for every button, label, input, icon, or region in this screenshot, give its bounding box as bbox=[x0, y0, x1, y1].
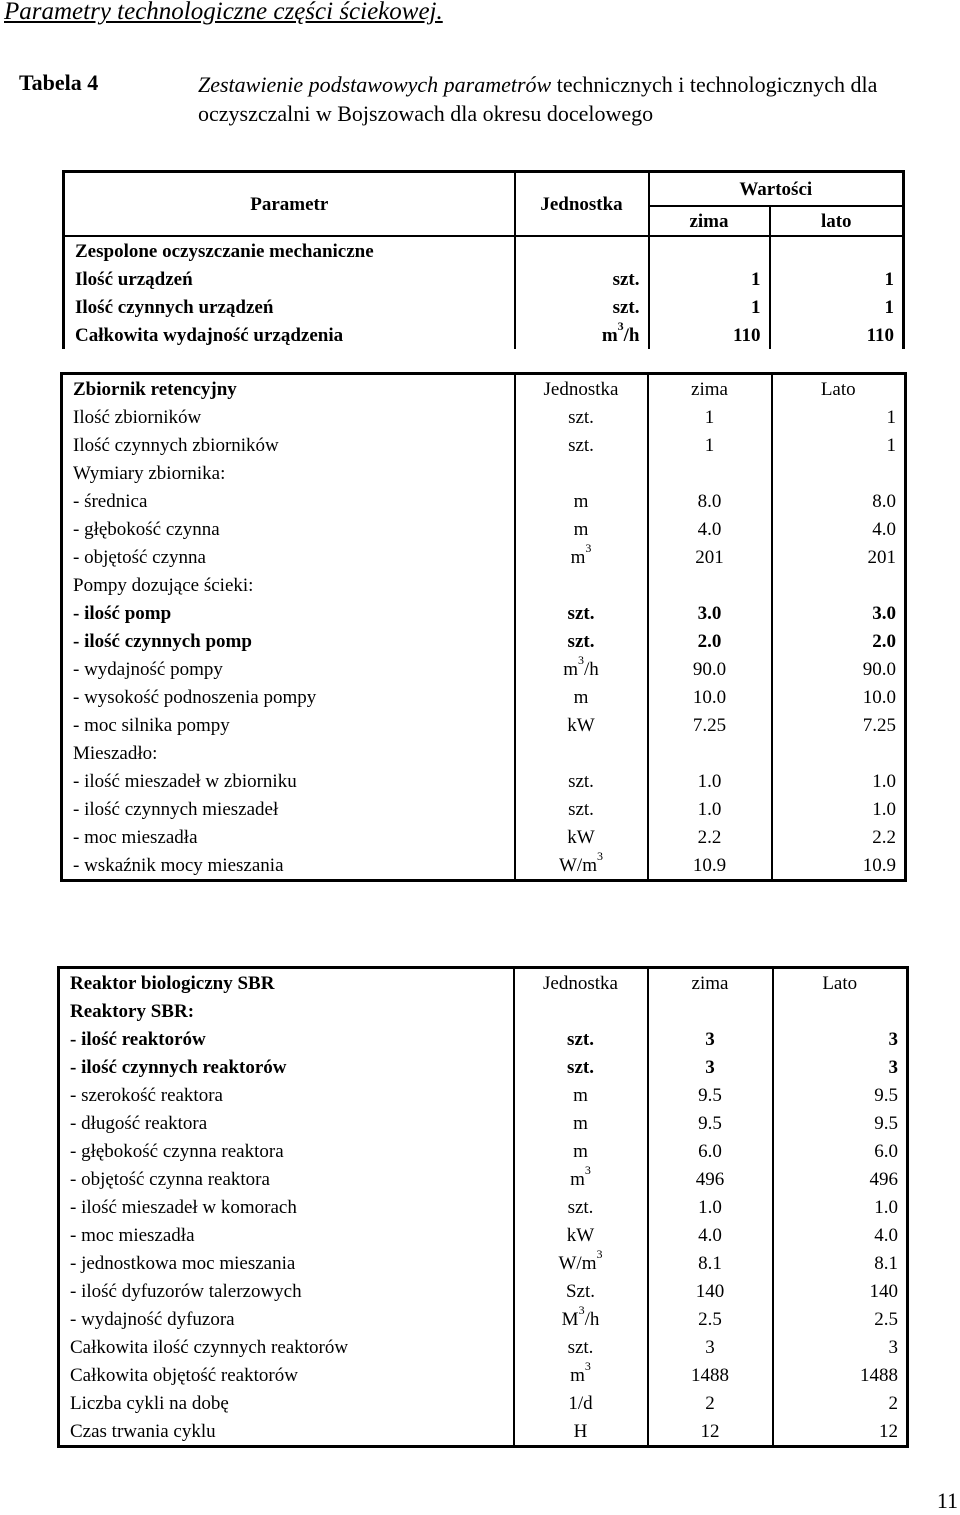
row-zima bbox=[648, 571, 772, 599]
row-lato: 4.0 bbox=[872, 518, 896, 540]
row-unit bbox=[514, 1417, 648, 1447]
row-label: Liczba cykli na dobę bbox=[59, 1389, 514, 1417]
row-lato: 2.2 bbox=[872, 826, 896, 848]
row-unit bbox=[515, 265, 649, 293]
unit-base: m bbox=[601, 324, 618, 346]
table-row bbox=[59, 1305, 908, 1333]
table-row bbox=[59, 1165, 908, 1193]
row-lato: 2.5 bbox=[874, 1308, 898, 1330]
row-unit bbox=[514, 1249, 648, 1277]
row-unit bbox=[515, 627, 648, 655]
table-row bbox=[59, 1221, 908, 1249]
row-zima: 1.0 bbox=[648, 795, 772, 823]
row-unit bbox=[515, 823, 648, 851]
unit-base: m bbox=[573, 518, 589, 540]
row-zima: 9.5 bbox=[648, 1109, 773, 1137]
table-label: Tabela 4 bbox=[19, 70, 99, 95]
row-unit bbox=[514, 1081, 648, 1109]
table-row bbox=[59, 1361, 908, 1389]
row-lato: 1 bbox=[886, 406, 896, 428]
sbr-reactor-rows bbox=[59, 997, 908, 1447]
row-zima: 3 bbox=[648, 1333, 773, 1361]
row-zima: 110 bbox=[649, 321, 770, 349]
row-unit bbox=[515, 515, 648, 543]
row-zima: 12 bbox=[648, 1417, 773, 1447]
table-row bbox=[62, 823, 906, 851]
unit-base: m bbox=[573, 1084, 588, 1106]
row-unit bbox=[514, 1361, 648, 1389]
row-lato bbox=[772, 459, 906, 487]
unit-base: szt. bbox=[612, 296, 640, 318]
row-lato bbox=[772, 571, 906, 599]
table-row bbox=[62, 711, 906, 739]
row-unit bbox=[515, 403, 648, 431]
page-number: 11 bbox=[936, 1488, 958, 1513]
row-label: - moc mieszadła bbox=[62, 823, 515, 851]
row-lato: 12 bbox=[879, 1420, 898, 1442]
unit-base: m bbox=[570, 546, 586, 568]
row-label: - objętość czynna reaktora bbox=[59, 1165, 514, 1193]
unit-base: M bbox=[561, 1308, 579, 1330]
table-row bbox=[62, 459, 906, 487]
row-label: - jednostkowa moc mieszania bbox=[59, 1249, 514, 1277]
row-unit bbox=[515, 767, 648, 795]
unit-base: 1/d bbox=[568, 1392, 593, 1414]
unit-base: szt. bbox=[568, 434, 594, 456]
header-lato: Lato bbox=[820, 378, 856, 400]
table-row bbox=[62, 851, 906, 881]
row-lato: 1.0 bbox=[872, 770, 896, 792]
row-zima: 10.9 bbox=[648, 851, 772, 881]
row-unit bbox=[514, 1221, 648, 1249]
row-lato: 1488 bbox=[860, 1364, 898, 1386]
row-unit bbox=[514, 1389, 648, 1417]
row-zima: 2.2 bbox=[648, 823, 772, 851]
row-unit bbox=[515, 293, 649, 321]
row-lato: 1 bbox=[884, 268, 895, 290]
row-unit bbox=[514, 1137, 648, 1165]
header-jednostka: Jednostka bbox=[515, 374, 648, 404]
unit-base: kW bbox=[567, 826, 595, 848]
row-label: - objętość czynna bbox=[62, 543, 515, 571]
unit-base: Szt. bbox=[565, 1280, 596, 1302]
table-row bbox=[62, 767, 906, 795]
table-row bbox=[59, 1277, 908, 1305]
unit-base: szt. bbox=[567, 1196, 594, 1218]
table-row bbox=[59, 1081, 908, 1109]
unit-exponent: 3 bbox=[585, 543, 592, 556]
row-lato: 9.5 bbox=[874, 1112, 898, 1134]
row-unit bbox=[515, 599, 648, 627]
unit-base: m bbox=[563, 658, 578, 680]
row-unit bbox=[514, 1277, 648, 1305]
row-zima: 2.5 bbox=[648, 1305, 773, 1333]
table-row bbox=[62, 683, 906, 711]
table-row bbox=[59, 1193, 908, 1221]
row-lato: 1 bbox=[886, 434, 896, 456]
row-label: Całkowita ilość czynnych reaktorów bbox=[59, 1333, 514, 1361]
row-unit bbox=[514, 997, 648, 1025]
row-label: - moc mieszadła bbox=[59, 1221, 514, 1249]
row-lato: 3 bbox=[888, 1056, 898, 1078]
caption-rest: technicznych i technologicznych dla oczyszczalni w Bojszowach dla okresu docelowego bbox=[198, 72, 878, 126]
unit-suffix: /h bbox=[584, 1308, 600, 1330]
unit-suffix: /h bbox=[584, 658, 599, 680]
row-lato: 496 bbox=[869, 1168, 898, 1190]
row-label: Czas trwania cyklu bbox=[59, 1417, 514, 1447]
row-zima: 90.0 bbox=[648, 655, 772, 683]
row-label: - moc silnika pompy bbox=[62, 711, 515, 739]
unit-base: szt. bbox=[567, 602, 595, 624]
header-jednostka: Jednostka bbox=[515, 172, 649, 237]
row-zima: 8.0 bbox=[648, 487, 772, 515]
row-lato: 2.0 bbox=[872, 630, 896, 652]
header-lato: lato bbox=[770, 206, 904, 236]
unit-base: m bbox=[570, 1168, 585, 1190]
header-wartosci: Wartości bbox=[739, 178, 813, 200]
row-lato: 1 bbox=[884, 296, 895, 318]
table-row bbox=[62, 627, 906, 655]
table-row bbox=[62, 487, 906, 515]
unit-exponent: 3 bbox=[578, 655, 584, 668]
unit-exponent: 3 bbox=[584, 1165, 591, 1178]
row-zima: 1 bbox=[648, 431, 772, 459]
unit-base: W/m bbox=[558, 1252, 597, 1274]
row-zima: 3 bbox=[648, 1053, 773, 1081]
row-label: Całkowita objętość reaktorów bbox=[59, 1361, 514, 1389]
retention-tank-rows bbox=[62, 403, 906, 881]
unit-base: m bbox=[573, 490, 589, 512]
row-unit bbox=[515, 321, 649, 349]
unit-base: H bbox=[573, 1420, 588, 1442]
unit-base: m bbox=[570, 1364, 585, 1386]
row-lato: 8.0 bbox=[872, 490, 896, 512]
row-label: Ilość zbiorników bbox=[62, 403, 515, 431]
row-zima: 7.25 bbox=[648, 711, 772, 739]
row-label: - szerokość reaktora bbox=[59, 1081, 514, 1109]
table-row bbox=[62, 739, 906, 767]
row-zima: 3.0 bbox=[648, 599, 772, 627]
row-lato: 8.1 bbox=[874, 1252, 898, 1274]
table-row bbox=[59, 1053, 908, 1081]
row-label: - średnica bbox=[62, 487, 515, 515]
row-lato: 140 bbox=[869, 1280, 898, 1302]
unit-base: kW bbox=[567, 714, 595, 736]
unit-base: szt. bbox=[567, 1028, 594, 1050]
row-label: Wymiary zbiornika: bbox=[62, 459, 515, 487]
row-label: Pompy dozujące ścieki: bbox=[62, 571, 515, 599]
row-unit bbox=[514, 1193, 648, 1221]
row-lato: 4.0 bbox=[874, 1224, 898, 1246]
row-unit bbox=[515, 459, 648, 487]
table-row bbox=[59, 1025, 908, 1053]
unit-base: szt. bbox=[567, 1056, 594, 1078]
table-row bbox=[62, 543, 906, 571]
row-zima: 4.0 bbox=[648, 1221, 773, 1249]
table-row bbox=[62, 795, 906, 823]
row-zima: 1 bbox=[648, 403, 772, 431]
mechanical-treatment-rows bbox=[64, 265, 904, 349]
header-zima: zima bbox=[648, 968, 773, 998]
table-row bbox=[59, 1109, 908, 1137]
row-lato bbox=[772, 739, 906, 767]
row-lato: 1.0 bbox=[874, 1196, 898, 1218]
table-row bbox=[59, 1137, 908, 1165]
row-unit bbox=[515, 851, 648, 881]
unit-exponent: 3 bbox=[584, 1361, 591, 1374]
page-heading: Parametry technologiczne części ściekowej. bbox=[4, 0, 443, 25]
row-label: - ilość mieszadeł w zbiorniku bbox=[62, 767, 515, 795]
unit-exponent: 3 bbox=[578, 1305, 585, 1318]
row-label: - wydajność pompy bbox=[62, 655, 515, 683]
row-lato: 2 bbox=[888, 1392, 898, 1414]
row-lato: 3.0 bbox=[872, 602, 896, 624]
unit-exponent: 3 bbox=[596, 1249, 603, 1262]
header-title: Reaktor biologiczny SBR bbox=[59, 968, 514, 998]
row-label: - głębokość czynna reaktora bbox=[59, 1137, 514, 1165]
row-unit bbox=[515, 571, 648, 599]
row-label: - ilość czynnych mieszadeł bbox=[62, 795, 515, 823]
mechanical-treatment-table bbox=[62, 170, 905, 349]
row-zima: 1.0 bbox=[648, 1193, 773, 1221]
table-row bbox=[62, 571, 906, 599]
row-unit bbox=[514, 1333, 648, 1361]
row-zima: 1 bbox=[649, 265, 770, 293]
section-title: Zespolone oczyszczanie mechaniczne bbox=[64, 236, 515, 265]
unit-base: szt. bbox=[568, 406, 594, 428]
row-lato: 90.0 bbox=[862, 658, 896, 680]
row-lato: 110 bbox=[866, 324, 895, 346]
header-zima: zima bbox=[649, 206, 770, 236]
unit-base: szt. bbox=[568, 798, 594, 820]
unit-base: szt. bbox=[567, 630, 595, 652]
row-unit bbox=[515, 739, 648, 767]
row-label: - ilość czynnych pomp bbox=[62, 627, 515, 655]
unit-base: W/m bbox=[559, 854, 597, 876]
row-unit bbox=[515, 543, 648, 571]
row-zima bbox=[648, 459, 772, 487]
header-zima: zima bbox=[648, 374, 772, 404]
row-zima: 496 bbox=[648, 1165, 773, 1193]
table-row bbox=[59, 1417, 908, 1447]
row-label: - wydajność dyfuzora bbox=[59, 1305, 514, 1333]
unit-base: kW bbox=[566, 1224, 595, 1246]
row-unit bbox=[514, 1109, 648, 1137]
row-lato: 3 bbox=[888, 1336, 898, 1358]
row-zima: 140 bbox=[648, 1277, 773, 1305]
row-zima: 6.0 bbox=[648, 1137, 773, 1165]
sbr-reactor-table bbox=[57, 966, 909, 1448]
unit-base: szt. bbox=[567, 1336, 594, 1358]
row-lato: 3 bbox=[888, 1028, 898, 1050]
table-row bbox=[59, 997, 908, 1025]
row-label: Mieszadło: bbox=[62, 739, 515, 767]
row-unit bbox=[514, 1053, 648, 1081]
unit-base: m bbox=[573, 1140, 588, 1162]
row-unit bbox=[515, 431, 648, 459]
row-label: Reaktory SBR: bbox=[59, 997, 514, 1025]
row-label: - ilość czynnych reaktorów bbox=[59, 1053, 514, 1081]
unit-base: m bbox=[573, 686, 589, 708]
header-title: Zbiornik retencyjny bbox=[62, 374, 515, 404]
row-unit bbox=[515, 711, 648, 739]
row-label: - ilość pomp bbox=[62, 599, 515, 627]
row-lato: 201 bbox=[867, 546, 896, 568]
table-row bbox=[59, 1389, 908, 1417]
row-lato bbox=[773, 997, 908, 1025]
unit-exponent: 3 bbox=[597, 851, 603, 864]
row-unit bbox=[514, 1165, 648, 1193]
row-zima: 3 bbox=[648, 1025, 773, 1053]
table-row bbox=[59, 1249, 908, 1277]
caption-italic: Zestawienie podstawowych parametrów bbox=[198, 72, 552, 97]
unit-suffix: /h bbox=[623, 324, 640, 346]
table-row bbox=[59, 1333, 908, 1361]
row-unit bbox=[515, 487, 648, 515]
row-zima: 1 bbox=[649, 293, 770, 321]
row-label: - długość reaktora bbox=[59, 1109, 514, 1137]
table-row bbox=[62, 515, 906, 543]
unit-base: szt. bbox=[612, 268, 640, 290]
row-label: - ilość dyfuzorów talerzowych bbox=[59, 1277, 514, 1305]
row-unit bbox=[515, 655, 648, 683]
row-label: - wysokość podnoszenia pompy bbox=[62, 683, 515, 711]
table-row bbox=[62, 403, 906, 431]
header-lato: Lato bbox=[822, 972, 858, 994]
header-jednostka: Jednostka bbox=[514, 968, 648, 998]
retention-tank-table bbox=[60, 372, 907, 882]
row-zima: 1.0 bbox=[648, 767, 772, 795]
row-zima: 8.1 bbox=[648, 1249, 773, 1277]
row-zima: 2.0 bbox=[648, 627, 772, 655]
row-label: Ilość czynnych zbiorników bbox=[62, 431, 515, 459]
table-row bbox=[64, 293, 904, 321]
row-zima: 10.0 bbox=[648, 683, 772, 711]
row-zima bbox=[648, 997, 773, 1025]
row-zima: 4.0 bbox=[648, 515, 772, 543]
row-lato: 7.25 bbox=[862, 714, 896, 736]
row-label: Całkowita wydajność urządzenia bbox=[64, 321, 515, 349]
row-lato: 10.9 bbox=[862, 854, 896, 876]
header-parametr: Parametr bbox=[64, 172, 515, 237]
row-label: Ilość czynnych urządzeń bbox=[64, 293, 515, 321]
table-row bbox=[62, 599, 906, 627]
row-label: - głębokość czynna bbox=[62, 515, 515, 543]
table-row bbox=[62, 655, 906, 683]
row-zima: 2 bbox=[648, 1389, 773, 1417]
row-unit bbox=[515, 795, 648, 823]
row-lato: 1.0 bbox=[872, 798, 896, 820]
row-zima: 1488 bbox=[648, 1361, 773, 1389]
unit-exponent: 3 bbox=[617, 321, 624, 334]
row-unit bbox=[515, 683, 648, 711]
row-label: - ilość mieszadeł w komorach bbox=[59, 1193, 514, 1221]
unit-base: szt. bbox=[568, 770, 594, 792]
row-lato: 9.5 bbox=[874, 1084, 898, 1106]
row-unit bbox=[514, 1305, 648, 1333]
row-zima bbox=[648, 739, 772, 767]
row-lato: 6.0 bbox=[874, 1140, 898, 1162]
row-unit bbox=[514, 1025, 648, 1053]
table-row bbox=[64, 321, 904, 349]
row-label: Ilość urządzeń bbox=[64, 265, 515, 293]
table-caption bbox=[198, 70, 898, 128]
row-zima: 9.5 bbox=[648, 1081, 773, 1109]
row-label: - ilość reaktorów bbox=[59, 1025, 514, 1053]
unit-base: m bbox=[573, 1112, 588, 1134]
table-row bbox=[64, 265, 904, 293]
row-label: - wskaźnik mocy mieszania bbox=[62, 851, 515, 881]
row-lato: 10.0 bbox=[862, 686, 896, 708]
row-zima: 201 bbox=[648, 543, 772, 571]
table-row bbox=[62, 431, 906, 459]
